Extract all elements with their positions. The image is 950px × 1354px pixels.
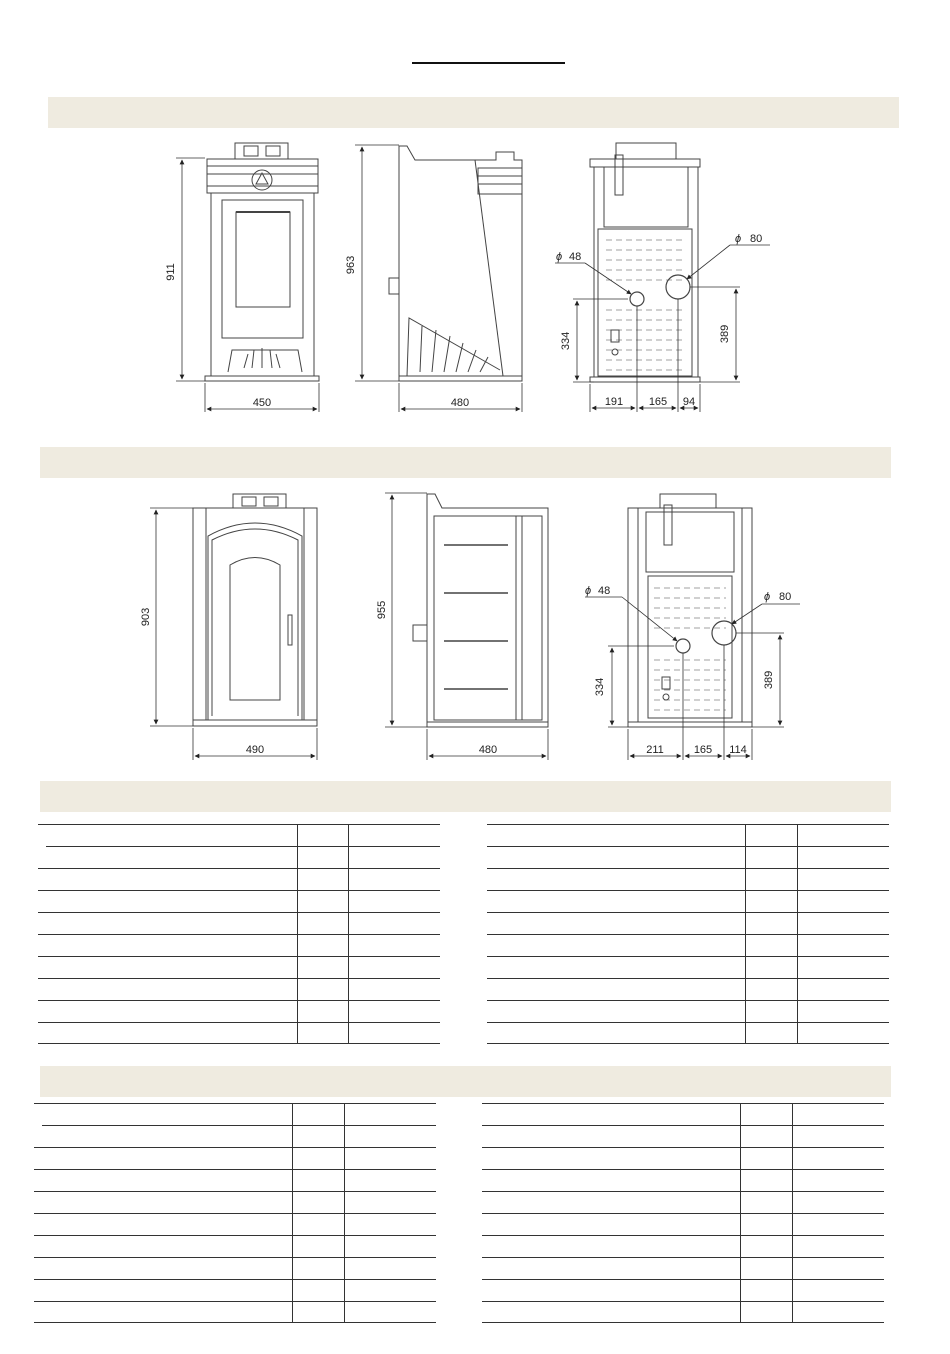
side-view-model-b [413, 494, 548, 727]
spec-table-a-left [38, 824, 440, 1044]
rear-view-model-b [628, 494, 752, 727]
dim-front-width-b: 490 [245, 744, 265, 756]
dim-pipe-small-b: 48 [598, 585, 611, 597]
dim-rear-offset-left-b: 211 [646, 744, 664, 756]
phi-small-b: ϕ [585, 585, 592, 597]
phi-large-a: ϕ [735, 233, 742, 245]
dim-rear-small-height-b: 334 [594, 677, 606, 697]
phi-small-a: ϕ [556, 251, 563, 263]
dim-front-height-a: 911 [165, 263, 177, 281]
dim-front-height-b: 903 [140, 607, 152, 627]
dim-rear-offset-mid-b: 165 [693, 744, 713, 756]
dim-rear-large-height-a: 389 [719, 324, 731, 344]
front-view-model-a [205, 143, 319, 381]
phi-large-b: ϕ [764, 591, 771, 603]
dim-rear-offset-mid-a: 165 [648, 396, 668, 408]
dim-side-height-a: 963 [345, 255, 357, 275]
rear-view-model-a [590, 143, 700, 382]
dim-side-depth-b: 480 [478, 744, 498, 756]
side-view-model-a [389, 146, 522, 381]
front-view-model-b [193, 494, 317, 726]
dim-side-depth-a: 480 [450, 397, 470, 409]
spec-table-a-right [487, 824, 889, 1044]
dim-rear-offset-left-a: 191 [604, 396, 624, 408]
dim-pipe-large-b: 80 [779, 591, 792, 603]
dim-pipe-large-a: 80 [750, 233, 763, 245]
dim-front-width-a: 450 [252, 397, 272, 409]
spec-table-b-left [34, 1103, 436, 1323]
dim-side-height-b: 955 [376, 600, 388, 620]
dim-pipe-small-a: 48 [569, 251, 582, 263]
dim-rear-small-height-a: 334 [560, 331, 572, 351]
dim-rear-offset-right-a: 94 [682, 396, 696, 408]
dim-rear-offset-right-b: 114 [729, 744, 747, 756]
dim-rear-large-height-b: 389 [763, 670, 775, 690]
spec-table-b-right [482, 1103, 884, 1323]
